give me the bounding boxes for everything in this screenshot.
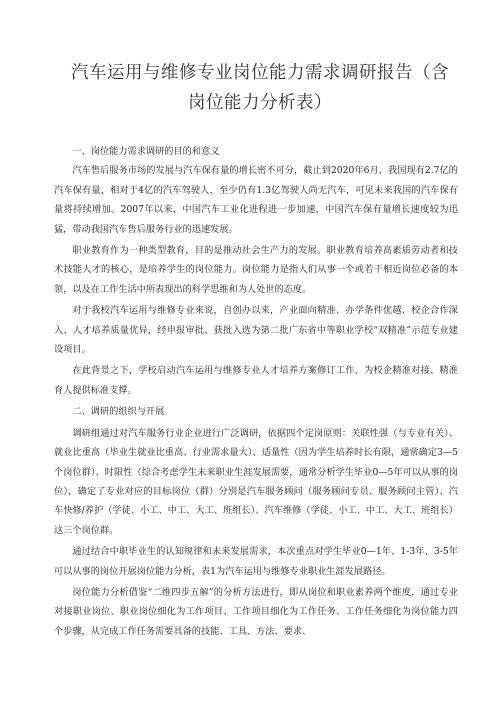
- section-heading: 一、岗位能力需求调研的目的和意义: [72, 146, 220, 157]
- document-title: 汽车运用与维修专业岗位能力需求调研报告（含岗位能力分析表）: [71, 63, 449, 113]
- paragraph: 调研组通过对汽车服务行业企业进行广泛调研，依据四个定岗原则：关联性强（与专业有关）、就业比重高（毕业生就业比重高、行业需求量大）、适量性（因为学生培养时长有限，通常确定3—5个岗位群）、时限性（综合考虑学生未来职业生涯发展需要，通常分析学生毕业0—5年可以从事的岗位），确定了专业对应的目标岗位（群）分别是汽车服务顾问（服务顾问专员、服务顾问主管）、汽车快修/养护（学徒、小工、中工、大工、班组长）、汽车维修（学徒、小工、中工、大工、班组长）这三个岗位群。: [54, 427, 458, 536]
- paragraph: 通过结合中职毕业生的认知规律和未来发展需求，本次重点对学生毕业0—1年、1-3年、3-5年可以从事的岗位开展岗位能力分析，表1为汽车运用与维修专业职业生涯发展路径。: [54, 546, 458, 577]
- paragraph: 职业教育作为一种类型教育，目的是推动社会生产力的发展。职业教育培养高素质劳动者和技术技能人才的核心，是培养学生的岗位能力。岗位能力是指人们从事一个或若干相近岗位必备的本领，以及在工作生活中所表现出的科学思维和为人处世的态度。: [54, 245, 458, 295]
- paragraph: 岗位能力分析借鉴“二维四步五解”的分析方法进行，即从岗位和职业素养两个维度，通过专业对接职业岗位、职业岗位细化为工作项目、工作项目细化为工作任务、工作任务细化为岗位能力四个步骤，从完成工作任务需要具备的技能、工具、方法、要求、: [54, 586, 458, 637]
- paragraph: 汽车售后服务市场的发展与汽车保有量的增长密不可分，截止到2020年6月，我国现有2.7亿的汽车保有量，相对于4亿的汽车驾驶人，至少仍有1.3亿驾驶人尚无汽车，可见未来我国的汽车保有量将持续增加。2007年以来，中国汽车工业化进程进一步加速，中国汽车保有量增长速度较为迅猛，带动我国汽车售后服务行业的迅速发展。: [54, 165, 458, 235]
- document-body: [54, 140, 458, 641]
- section-heading: 二、调研的组织与开展: [72, 406, 165, 418]
- paragraph: 在此背景之下，学校启动汽车运用与维修专业人才培养方案修订工作，为校企精准对接、精准育人提供标准支撑。: [54, 365, 458, 396]
- paragraph: 对于我校汽车运用与维修专业来说，自创办以来，产业面向精准、办学条件优越、校企合作深入、人才培养质量优异，经申报审批、获批入选为第二批广东省中等职业学校“双精准”示范专业建设项目。: [54, 305, 458, 356]
